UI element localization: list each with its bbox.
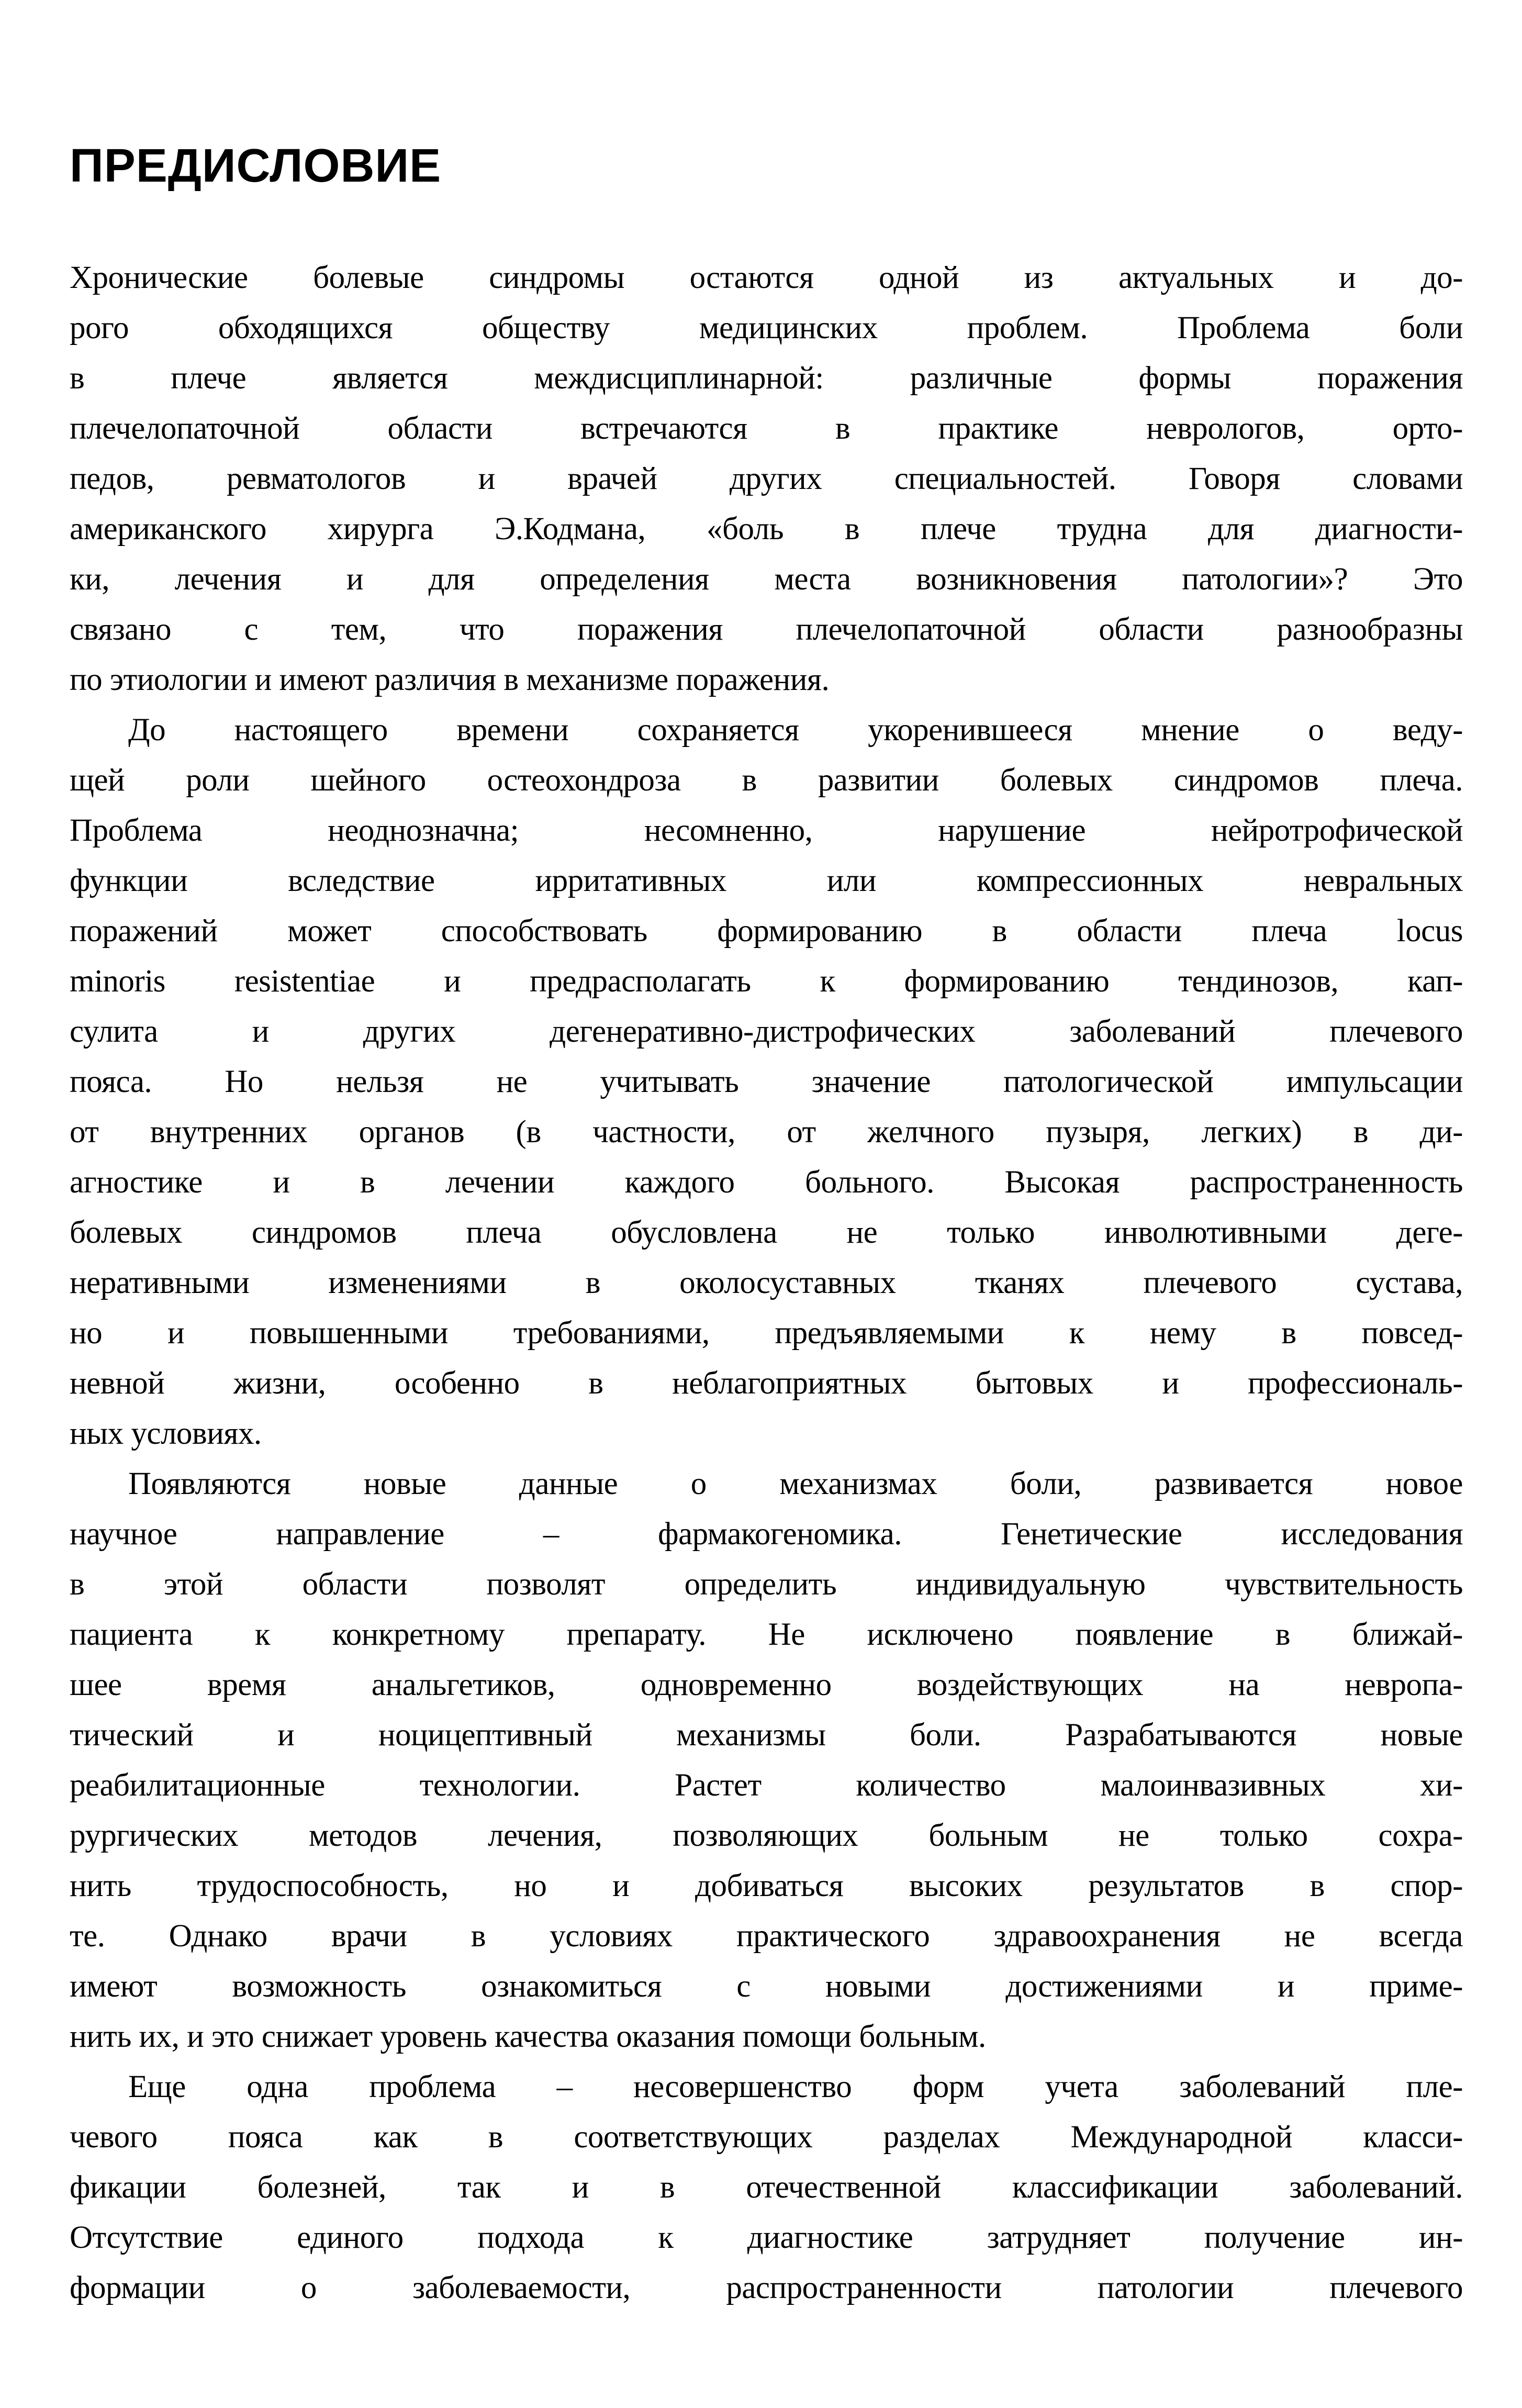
text-line: по этиологии и имеют различия в механизме поражения. [70,662,830,697]
text-line: педов, ревматологов и врачей других специальностей. Говоря словами [70,461,1463,496]
text-line: ных условиях. [70,1416,262,1451]
text-line: агностике и в лечении каждого больного. Высокая распространенность [70,1165,1463,1200]
text-line: реабилитационные технологии. Растет количество малоинвазивных хи- [70,1768,1463,1803]
text-line: пациента к конкретному препарату. Не исключено появление в ближай- [70,1617,1463,1652]
text-line: Хронические болевые синдромы остаются одной из актуальных и до- [70,260,1463,295]
text-line: в плече является междисциплинарной: различные формы поражения [70,361,1463,396]
text-line: рургических методов лечения, позволяющих больным не только сохра- [70,1818,1463,1853]
text-line: До настоящего времени сохраняется укоренившееся мнение о веду- [128,712,1463,748]
page-title: ПРЕДИСЛОВИЕ [70,140,442,193]
text-line: щей роли шейного остеохондроза в развитии болевых синдромов плеча. [70,763,1463,798]
text-line: болевых синдромов плеча обусловлена не только инволютивными деге- [70,1215,1463,1250]
text-line: невной жизни, особенно в неблагоприятных бытовых и профессиональ- [70,1366,1463,1401]
paragraph [70,705,1463,1459]
text-line: от внутренних органов (в частности, от желчного пузыря, легких) в ди- [70,1114,1463,1150]
text-line: в этой области позволят определить индивидуальную чувствительность [70,1567,1463,1602]
text-line: нить трудоспособность, но и добиваться высоких результатов в спор- [70,1868,1463,1903]
text-line: те. Однако врачи в условиях практического здравоохранения не всегда [70,1919,1463,1954]
text-line: американского хирурга Э.Кодмана, «боль в плече трудна для диагности- [70,511,1463,547]
text-line: функции вследствие ирритативных или компрессионных невральных [70,863,1463,898]
text-line: фикации болезней, так и в отечественной классификации заболеваний. [70,2170,1463,2205]
text-line: minoris resistentiae и предрасполагать к формированию тендинозов, кап- [70,964,1463,999]
paragraph [70,253,1463,705]
text-line: имеют возможность ознакомиться с новыми достижениями и приме- [70,1969,1463,2004]
text-line: Еще одна проблема – несовершенство форм учета заболеваний пле- [128,2069,1463,2104]
paragraph [70,2062,1463,2313]
text-line: ки, лечения и для определения места возникновения патологии»? Это [70,562,1463,597]
text-line: шее время анальгетиков, одновременно воздействующих на невропа- [70,1667,1463,1702]
text-line: неративными изменениями в околосуставных тканях плечевого сустава, [70,1265,1463,1300]
text-line: рого обходящихся обществу медицинских проблем. Проблема боли [70,310,1463,345]
text-line: нить их, и это снижает уровень качества оказания помощи больным. [70,2019,986,2054]
text-line: тический и ноцицептивный механизмы боли. Разрабатываются новые [70,1718,1463,1753]
text-line: поражений может способствовать формированию в области плеча locus [70,913,1463,949]
text-line: Проблема неоднозначна; несомненно, нарушение нейротрофической [70,813,1463,848]
page-body [70,253,1463,2313]
text-line: сулита и других дегенеративно-дистрофических заболеваний плечевого [70,1014,1463,1049]
text-line: формации о заболеваемости, распространенности патологии плечевого [70,2270,1463,2305]
paragraph [70,1459,1463,2062]
text-line: плечелопаточной области встречаются в практике неврологов, орто- [70,411,1463,446]
text-line: чевого пояса как в соответствующих разделах Международной класси- [70,2120,1463,2155]
text-line: пояса. Но нельзя не учитывать значение патологической импульсации [70,1064,1463,1099]
text-line: Отсутствие единого подхода к диагностике затрудняет получение ин- [70,2220,1463,2255]
text-line: связано с тем, что поражения плечелопаточной области разнообразны [70,612,1463,647]
text-line: но и повышенными требованиями, предъявляемыми к нему в повсед- [70,1316,1463,1351]
text-line: научное направление – фармакогеномика. Генетические исследования [70,1517,1463,1552]
text-line: Появляются новые данные о механизмах боли, развивается новое [128,1466,1463,1501]
